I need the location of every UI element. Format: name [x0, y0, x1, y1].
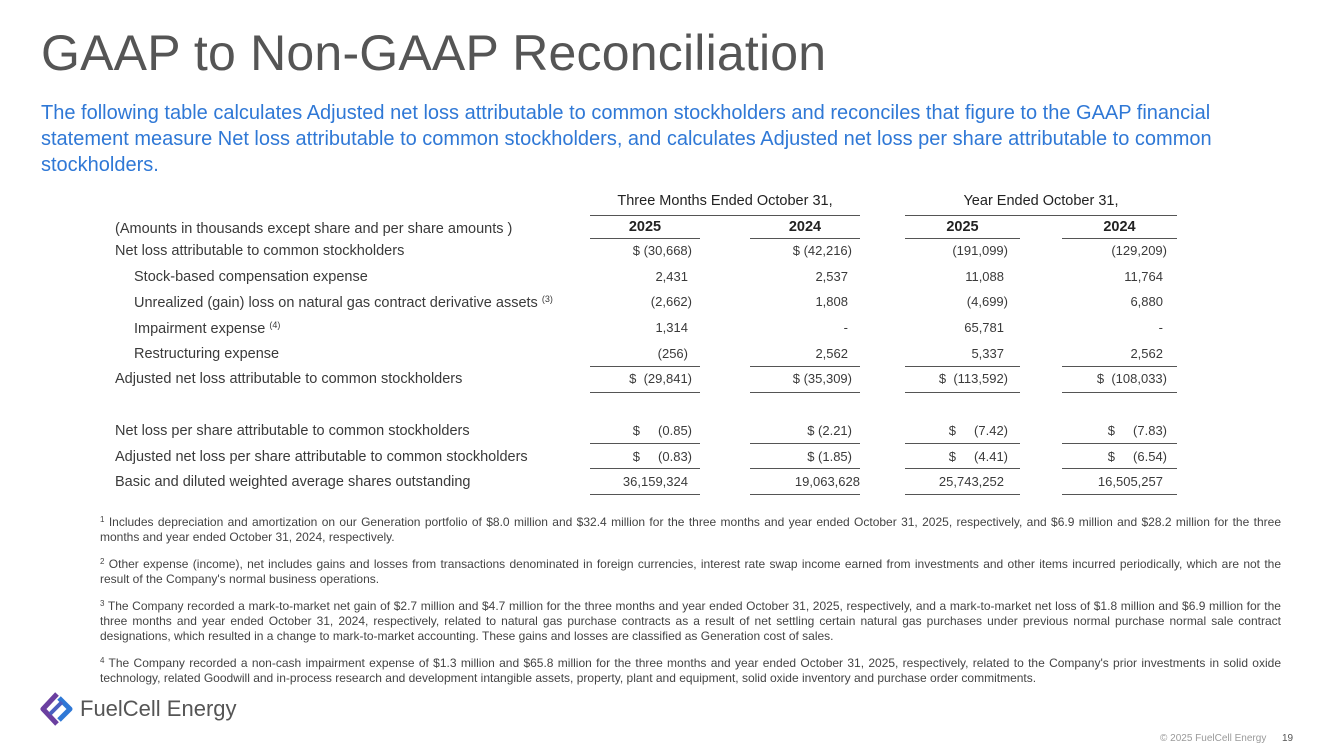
- col-header-underline: [590, 238, 700, 239]
- table-cell: 6,880: [1130, 294, 1163, 309]
- col-header-underline: [750, 238, 860, 239]
- row-line: [590, 468, 700, 469]
- table-cell: $ (0.83): [632, 449, 692, 464]
- table-cell: (129,209): [1111, 243, 1167, 258]
- row-label-text: Impairment expense: [134, 321, 266, 337]
- bottom-line: [590, 494, 700, 495]
- footnotes: [100, 512, 1281, 695]
- total-line: [590, 392, 700, 393]
- row-label-text: Unrealized (gain) loss on natural gas contract derivative assets: [134, 295, 538, 311]
- row-line: [750, 468, 860, 469]
- row-label-net-loss: Net loss attributable to common stockholders: [115, 243, 405, 259]
- group-header-three-months: Three Months Ended October 31,: [617, 193, 833, 209]
- table-cell: (4,699): [966, 294, 1008, 309]
- footnote-4: [100, 653, 1281, 686]
- table-cell: $ (29,841): [629, 371, 692, 386]
- row-line: [1062, 443, 1177, 444]
- row-label-net-loss-per-share: Net loss per share attributable to common stockholders: [115, 423, 470, 439]
- table-cell: (256): [657, 346, 688, 361]
- row-line: [590, 443, 700, 444]
- page-subtitle: The following table calculates Adjusted net loss attributable to common stockholders and reconciles that figure to the GAAP financial statement measure Net loss attributable to common stockholders, and calculates Adjusted net loss per share attributable to common stockholders.: [41, 102, 1212, 176]
- table-cell: $ (6.54): [1107, 449, 1167, 464]
- table-cell: $ (7.42): [948, 423, 1008, 438]
- table-cell: (191,099): [952, 243, 1008, 258]
- row-label-shares-outstanding: Basic and diluted weighted average shares outstanding: [115, 474, 471, 490]
- table-cell: $ (35,309): [792, 371, 852, 386]
- subtotal-line: [750, 366, 860, 367]
- table-cell: -: [1158, 320, 1163, 335]
- table-cell: $ (0.85): [632, 423, 692, 438]
- table-cell: (2,662): [650, 294, 692, 309]
- table-cell: 16,505,257: [1097, 474, 1163, 489]
- group-underline-year: [905, 215, 1177, 216]
- bottom-line: [1062, 494, 1177, 495]
- subtotal-line: [1062, 366, 1177, 367]
- group-underline-three-months: [590, 215, 860, 216]
- table-cell: 11,764: [1124, 269, 1163, 284]
- table-cell: 5,337: [971, 346, 1004, 361]
- bottom-line: [750, 494, 860, 495]
- table-cell: 1,314: [655, 320, 688, 335]
- col-header-q-2025: 2025: [628, 219, 662, 235]
- footnote-ref: (3): [541, 294, 553, 304]
- col-header-q-2024: 2024: [788, 219, 822, 235]
- footnote-ref: (4): [269, 320, 281, 330]
- table-cell: $ (113,592): [938, 371, 1008, 386]
- row-label-adjusted-per-share: Adjusted net loss per share attributable to common stockholders: [115, 449, 528, 465]
- total-line: [1062, 392, 1177, 393]
- table-cell: 19,063,628: [794, 474, 860, 489]
- total-line: [905, 392, 1020, 393]
- table-cell: 2,431: [655, 269, 688, 284]
- table-cell: $ (1.85): [807, 449, 852, 464]
- table-cell: 2,562: [1130, 346, 1163, 361]
- footnote-1: [100, 512, 1281, 545]
- row-label-unrealized: [134, 294, 553, 311]
- total-line: [750, 392, 860, 393]
- footnote-number: 4: [100, 656, 105, 665]
- table-cell: $ (30,668): [632, 243, 692, 258]
- table-cell: 1,808: [815, 294, 848, 309]
- subtotal-line: [905, 366, 1020, 367]
- row-label-adjusted-net-loss: Adjusted net loss attributable to common stockholders: [115, 371, 463, 387]
- table-cell: $ (2.21): [807, 423, 852, 438]
- table-cell: 2,562: [815, 346, 848, 361]
- page-number: 19: [1282, 733, 1294, 744]
- footnote-text: The Company recorded a mark-to-market net gain of $2.7 million and $4.7 million for the three months and year ended October 31, 2025, respectively, and a mark-to-market net loss of $1.8 million and $6.9 million for the three months and year ended October 31, 2024, respectively, related to natural gas purchase contracts as a result of net settling certain natural gas purchases under previous normal purchase normal sale contract designations, which resulted in a change to mark-to-market accounting. These gains and losses are classified as Generation cost of sales.: [100, 599, 1281, 643]
- table-cell: 25,743,252: [938, 474, 1004, 489]
- table-cell: 11,088: [965, 269, 1004, 284]
- row-line: [905, 443, 1020, 444]
- table-cell: 36,159,324: [622, 474, 688, 489]
- col-header-y-2024: 2024: [1103, 219, 1136, 235]
- table-cell: 2,537: [815, 269, 848, 284]
- page-title: GAAP to Non-GAAP Reconciliation: [41, 25, 827, 81]
- row-line: [750, 443, 860, 444]
- subtotal-line: [590, 366, 700, 367]
- group-header-year: Year Ended October 31,: [963, 193, 1119, 209]
- table-cell: -: [843, 320, 848, 335]
- footnote-number: 2: [100, 557, 105, 566]
- footnote-number: 1: [100, 515, 105, 524]
- row-label-stock-comp: Stock-based compensation expense: [134, 269, 368, 285]
- footnote-number: 3: [100, 599, 105, 608]
- footnote-text: The Company recorded a non-cash impairment expense of $1.3 million and $65.8 million for the three months and year ended October 31, 2025, respectively, related to the Company's prior investments in solid oxide technology, related Goodwill and in-process research and development intangible assets, property, plant and equipment, solid oxide inventory and purchase order commitments.: [100, 656, 1281, 685]
- col-header-underline: [1062, 238, 1177, 239]
- row-line: [905, 468, 1020, 469]
- table-cell: $ (42,216): [792, 243, 852, 258]
- logo-text: FuelCell Energy: [80, 696, 237, 721]
- footnote-3: [100, 596, 1281, 644]
- row-label-restructuring: Restructuring expense: [134, 346, 280, 362]
- col-header-y-2025: 2025: [946, 219, 979, 235]
- footnote-2: [100, 554, 1281, 587]
- col-header-underline: [905, 238, 1020, 239]
- company-logo: [40, 692, 237, 726]
- table-cell: $ (108,033): [1096, 371, 1167, 386]
- table-cell: 65,781: [964, 320, 1004, 335]
- table-cell: $ (7.83): [1107, 423, 1167, 438]
- copyright: © 2025 FuelCell Energy: [1160, 733, 1267, 744]
- footnote-text: Includes depreciation and amortization on our Generation portfolio of $8.0 million and $32.4 million for the three months and year ended October 31, 2025, respectively, and $6.9 million and $28.2 million for the three months and year ended October 31, 2024, respectively.: [100, 515, 1281, 544]
- table-cell: $ (4.41): [948, 449, 1008, 464]
- bottom-line: [905, 494, 1020, 495]
- row-line: [1062, 468, 1177, 469]
- row-label-impairment: [134, 320, 280, 337]
- footnote-text: Other expense (income), net includes gains and losses from transactions denominated in foreign currencies, interest rate swap income earned from investments and other items incurred periodically, which are not the result of the Company's normal business operations.: [100, 557, 1281, 586]
- fuelcell-logo-icon: [40, 692, 74, 726]
- table-caption: (Amounts in thousands except share and per share amounts ): [115, 221, 513, 237]
